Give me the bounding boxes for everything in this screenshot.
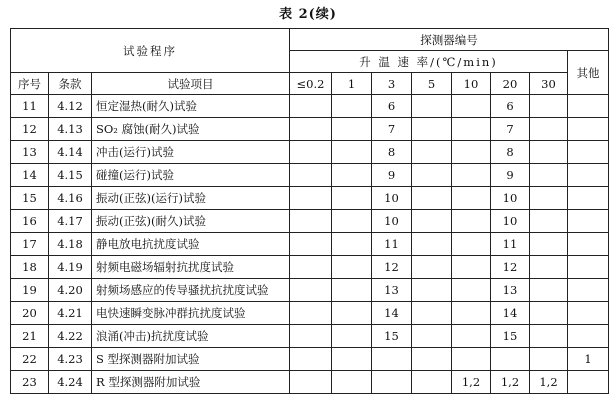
row-other-cell	[568, 118, 609, 141]
row-other-cell: 1	[568, 348, 609, 371]
header-rate-value: 30	[530, 73, 568, 95]
row-rate-cell	[372, 348, 412, 371]
row-other-cell	[568, 210, 609, 233]
row-rate-cell: 10	[372, 187, 412, 210]
row-rate-cell: 13	[372, 279, 412, 302]
row-rate-cell	[332, 233, 372, 256]
row-test-item: 振动(正弦)(运行)试验	[92, 187, 290, 210]
row-rate-cell	[530, 95, 568, 118]
row-rate-cell	[530, 187, 568, 210]
row-rate-cell	[290, 187, 332, 210]
row-rate-cell: 9	[491, 164, 530, 187]
header-rate: 升 温 速 率/(℃/min)	[290, 51, 568, 73]
row-rate-cell	[332, 348, 372, 371]
row-rate-cell	[332, 210, 372, 233]
row-rate-cell	[530, 210, 568, 233]
table-row	[11, 279, 609, 302]
row-rate-cell: 8	[372, 141, 412, 164]
row-rate-cell	[290, 118, 332, 141]
row-rate-cell	[332, 256, 372, 279]
header-rate-value: 10	[452, 73, 491, 95]
row-rate-cell	[290, 302, 332, 325]
row-test-item: 射频电磁场辐射抗扰度试验	[92, 256, 290, 279]
row-rate-cell: 6	[372, 95, 412, 118]
row-rate-cell	[530, 279, 568, 302]
row-test-item: SO₂ 腐蚀(耐久)试验	[92, 118, 290, 141]
row-test-item: 射频场感应的传导骚扰抗扰度试验	[92, 279, 290, 302]
row-seq: 11	[11, 95, 49, 118]
row-rate-cell: 7	[372, 118, 412, 141]
test-procedure-table	[10, 28, 609, 394]
row-other-cell	[568, 187, 609, 210]
header-rate-value: 3	[372, 73, 412, 95]
row-clause: 4.17	[49, 210, 92, 233]
row-test-item: 冲击(运行)试验	[92, 141, 290, 164]
row-rate-cell: 15	[372, 325, 412, 348]
row-clause: 4.20	[49, 279, 92, 302]
row-rate-cell: 10	[491, 210, 530, 233]
table-row	[11, 302, 609, 325]
row-rate-cell	[332, 141, 372, 164]
row-rate-cell	[290, 164, 332, 187]
row-rate-cell	[332, 164, 372, 187]
row-seq: 17	[11, 233, 49, 256]
table-row	[11, 164, 609, 187]
row-rate-cell	[412, 210, 452, 233]
row-test-item: 振动(正弦)(耐久)试验	[92, 210, 290, 233]
header-clause: 条款	[49, 73, 92, 95]
table-row	[11, 187, 609, 210]
row-rate-cell	[452, 164, 491, 187]
row-rate-cell	[332, 325, 372, 348]
row-rate-cell	[290, 210, 332, 233]
row-clause: 4.15	[49, 164, 92, 187]
header-other: 其他	[568, 51, 609, 95]
header-rate-value: 20	[491, 73, 530, 95]
row-rate-cell: 1,2	[491, 371, 530, 394]
row-rate-cell	[452, 187, 491, 210]
row-other-cell	[568, 371, 609, 394]
row-rate-cell	[332, 371, 372, 394]
row-seq: 20	[11, 302, 49, 325]
row-rate-cell	[332, 118, 372, 141]
row-test-item: 浪涌(冲击)抗扰度试验	[92, 325, 290, 348]
row-rate-cell	[372, 371, 412, 394]
table-row	[11, 95, 609, 118]
row-rate-cell	[412, 187, 452, 210]
row-rate-cell: 13	[491, 279, 530, 302]
row-rate-cell	[412, 371, 452, 394]
row-other-cell	[568, 302, 609, 325]
row-rate-cell	[412, 325, 452, 348]
row-test-item: 电快速瞬变脉冲群抗扰度试验	[92, 302, 290, 325]
row-test-item: 碰撞(运行)试验	[92, 164, 290, 187]
row-seq: 15	[11, 187, 49, 210]
row-rate-cell: 12	[372, 256, 412, 279]
row-rate-cell: 11	[491, 233, 530, 256]
row-rate-cell: 1,2	[530, 371, 568, 394]
row-rate-cell	[290, 233, 332, 256]
row-test-item: 恒定湿热(耐久)试验	[92, 95, 290, 118]
row-rate-cell	[530, 302, 568, 325]
row-rate-cell: 11	[372, 233, 412, 256]
row-other-cell	[568, 325, 609, 348]
row-other-cell	[568, 279, 609, 302]
row-rate-cell	[452, 118, 491, 141]
row-other-cell	[568, 141, 609, 164]
row-rate-cell: 1,2	[452, 371, 491, 394]
row-seq: 16	[11, 210, 49, 233]
row-seq: 22	[11, 348, 49, 371]
row-other-cell	[568, 95, 609, 118]
row-clause: 4.13	[49, 118, 92, 141]
row-test-item: S 型探测器附加试验	[92, 348, 290, 371]
row-rate-cell	[491, 348, 530, 371]
row-seq: 19	[11, 279, 49, 302]
header-rate-value: 5	[412, 73, 452, 95]
row-rate-cell: 14	[372, 302, 412, 325]
row-seq: 23	[11, 371, 49, 394]
row-rate-cell	[412, 141, 452, 164]
row-rate-cell	[530, 118, 568, 141]
table-row	[11, 256, 609, 279]
header-procedure: 试验程序	[11, 29, 290, 73]
row-rate-cell: 14	[491, 302, 530, 325]
row-rate-cell	[452, 95, 491, 118]
table-row	[11, 371, 609, 394]
row-rate-cell	[412, 302, 452, 325]
row-rate-cell	[412, 233, 452, 256]
row-rate-cell	[290, 95, 332, 118]
row-rate-cell: 10	[372, 210, 412, 233]
row-rate-cell	[452, 302, 491, 325]
row-seq: 18	[11, 256, 49, 279]
table-row	[11, 141, 609, 164]
row-rate-cell	[452, 348, 491, 371]
row-rate-cell	[412, 95, 452, 118]
row-rate-cell	[452, 233, 491, 256]
row-clause: 4.14	[49, 141, 92, 164]
row-clause: 4.18	[49, 233, 92, 256]
row-test-item: R 型探测器附加试验	[92, 371, 290, 394]
row-rate-cell	[530, 164, 568, 187]
row-rate-cell	[452, 279, 491, 302]
row-rate-cell	[332, 279, 372, 302]
row-rate-cell	[290, 256, 332, 279]
row-rate-cell	[290, 371, 332, 394]
row-seq: 12	[11, 118, 49, 141]
table-row	[11, 348, 609, 371]
row-clause: 4.22	[49, 325, 92, 348]
header-rate-value: 1	[332, 73, 372, 95]
row-rate-cell: 9	[372, 164, 412, 187]
row-clause: 4.16	[49, 187, 92, 210]
row-seq: 21	[11, 325, 49, 348]
row-other-cell	[568, 164, 609, 187]
row-rate-cell	[290, 279, 332, 302]
table-row	[11, 233, 609, 256]
row-seq: 14	[11, 164, 49, 187]
row-clause: 4.19	[49, 256, 92, 279]
row-test-item: 静电放电抗扰度试验	[92, 233, 290, 256]
row-rate-cell: 6	[491, 95, 530, 118]
row-seq: 13	[11, 141, 49, 164]
row-other-cell	[568, 256, 609, 279]
row-rate-cell	[290, 325, 332, 348]
row-rate-cell	[412, 256, 452, 279]
row-rate-cell	[530, 256, 568, 279]
row-rate-cell	[452, 325, 491, 348]
row-clause: 4.23	[49, 348, 92, 371]
row-clause: 4.24	[49, 371, 92, 394]
row-rate-cell	[412, 348, 452, 371]
row-rate-cell	[332, 95, 372, 118]
header-item: 试验项目	[92, 73, 290, 95]
row-rate-cell	[412, 164, 452, 187]
row-rate-cell	[530, 141, 568, 164]
row-other-cell	[568, 233, 609, 256]
row-rate-cell	[530, 325, 568, 348]
row-rate-cell	[530, 348, 568, 371]
row-rate-cell: 15	[491, 325, 530, 348]
row-rate-cell	[412, 118, 452, 141]
row-clause: 4.12	[49, 95, 92, 118]
row-rate-cell	[530, 233, 568, 256]
row-rate-cell: 8	[491, 141, 530, 164]
table-row	[11, 118, 609, 141]
row-rate-cell	[452, 210, 491, 233]
row-rate-cell	[332, 302, 372, 325]
row-clause: 4.21	[49, 302, 92, 325]
row-rate-cell	[332, 187, 372, 210]
header-rate-value: ≤0.2	[290, 73, 332, 95]
header-detector-no: 探测器编号	[290, 29, 609, 51]
row-rate-cell: 7	[491, 118, 530, 141]
row-rate-cell: 10	[491, 187, 530, 210]
header-seq: 序号	[11, 73, 49, 95]
row-rate-cell	[452, 141, 491, 164]
row-rate-cell: 12	[491, 256, 530, 279]
table-row	[11, 325, 609, 348]
table-row	[11, 210, 609, 233]
table-caption: 表 2(续)	[279, 7, 337, 22]
row-rate-cell	[290, 348, 332, 371]
row-rate-cell	[412, 279, 452, 302]
row-rate-cell	[290, 141, 332, 164]
row-rate-cell	[452, 256, 491, 279]
